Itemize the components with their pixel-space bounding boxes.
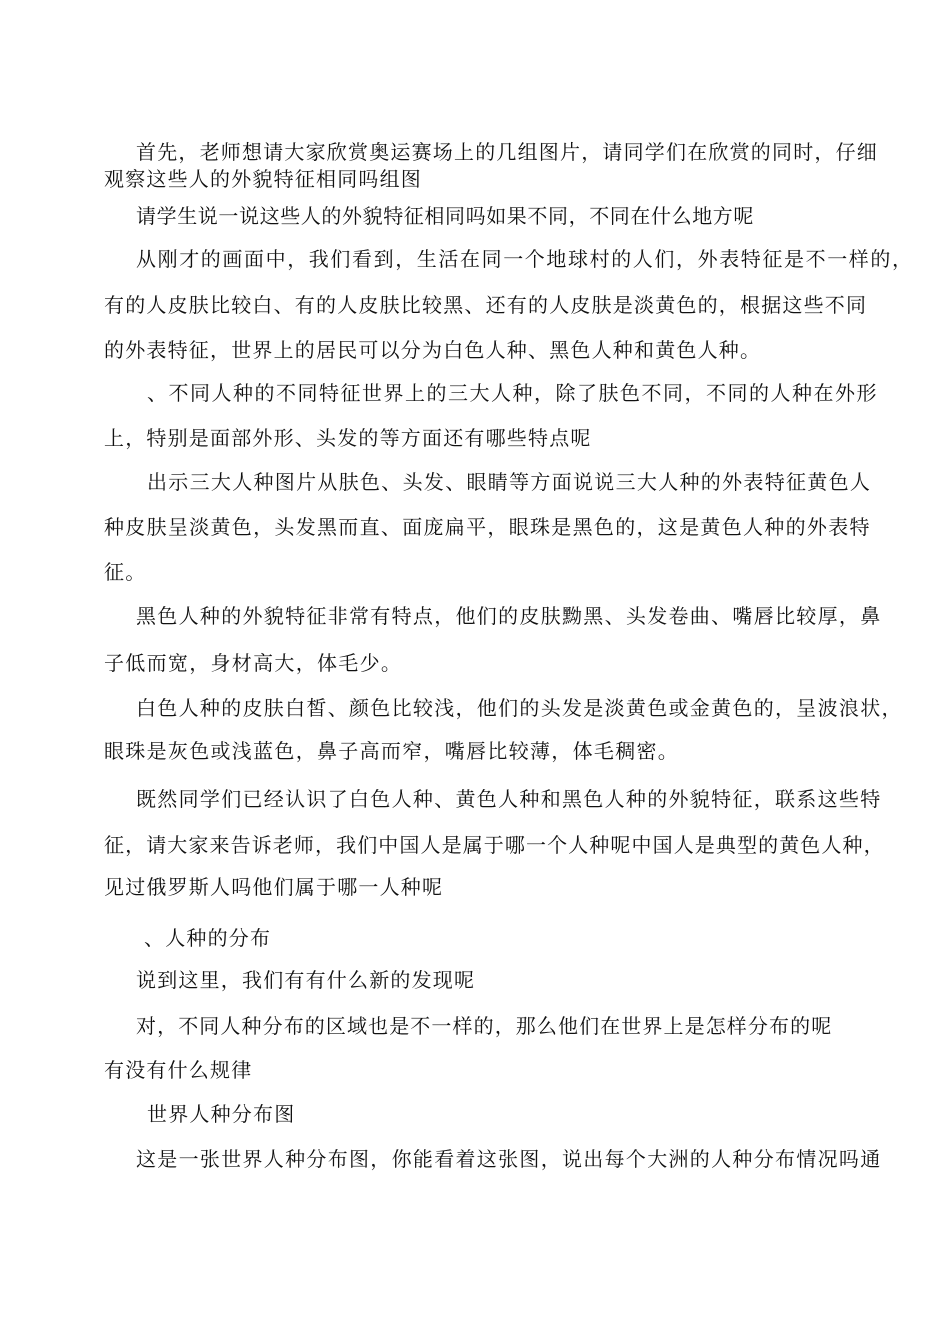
paragraph-line: 见过俄罗斯人吗他们属于哪一人种呢 — [104, 875, 444, 899]
paragraph-line: 征，请大家来告诉老师，我们中国人是属于哪一个人种呢中国人是典型的黄色人种， — [104, 833, 885, 857]
paragraph-line: 征。 — [104, 560, 147, 584]
paragraph-line: 子低而宽，身材高大，体毛少。 — [104, 651, 403, 675]
paragraph-line: 的外表特征，世界上的居民可以分为白色人种、黑色人种和黄色人种。 — [104, 338, 762, 362]
paragraph-line: 种皮肤呈淡黄色，头发黑而直、面庞扁平，眼珠是黑色的，这是黄色人种的外表特 — [104, 515, 871, 539]
paragraph-line: 有没有什么规律 — [104, 1058, 253, 1082]
paragraph-line: 眼珠是灰色或浅蓝色，鼻子高而窄，嘴唇比较薄，体毛稠密。 — [104, 739, 680, 763]
paragraph-line: 出示三大人种图片从肤色、头发、眼睛等方面说说三大人种的外表特征黄色人 — [147, 470, 872, 494]
paragraph-line: 首先，老师想请大家欣赏奥运赛场上的几组图片，请同学们在欣赏的同时，仔细 — [136, 140, 878, 164]
paragraph-line: 黑色人种的外貌特征非常有特点，他们的皮肤黝黑、头发卷曲、嘴唇比较厚，鼻 — [136, 604, 882, 628]
figure-title: 世界人种分布图 — [147, 1102, 296, 1126]
paragraph-line: 从刚才的画面中，我们看到，生活在同一个地球村的人们，外表特征是不一样的， — [136, 247, 914, 271]
paragraph-line: 上，特别是面部外形、头发的等方面还有哪些特点呢 — [104, 426, 592, 450]
paragraph-line: 有的人皮肤比较白、有的人皮肤比较黑、还有的人皮肤是淡黄色的，根据这些不同 — [104, 293, 868, 317]
paragraph-line: 既然同学们已经认识了白色人种、黄色人种和黑色人种的外貌特征，联系这些特 — [136, 787, 882, 811]
section-heading: 、人种的分布 — [144, 926, 272, 950]
paragraph-line: 、不同人种的不同特征世界上的三大人种，除了肤色不同，不同的人种在外形 — [147, 381, 878, 405]
paragraph-line: 对，不同人种分布的区域也是不一样的，那么他们在世界上是怎样分布的呢 — [136, 1014, 833, 1038]
paragraph-line: 这是一张世界人种分布图，你能看着这张图，说出每个大洲的人种分布情况吗通 — [136, 1147, 882, 1171]
paragraph-line: 白色人种的皮肤白皙、颜色比较浅，他们的头发是淡黄色或金黄色的，呈波浪状， — [136, 696, 903, 720]
paragraph-line: 说到这里，我们有有什么新的发现呢 — [136, 968, 476, 992]
paragraph-line: 观察这些人的外貌特征相同吗组图 — [104, 167, 422, 191]
paragraph-line: 请学生说一说这些人的外貌特征相同吗如果不同，不同在什么地方呢 — [136, 204, 754, 228]
